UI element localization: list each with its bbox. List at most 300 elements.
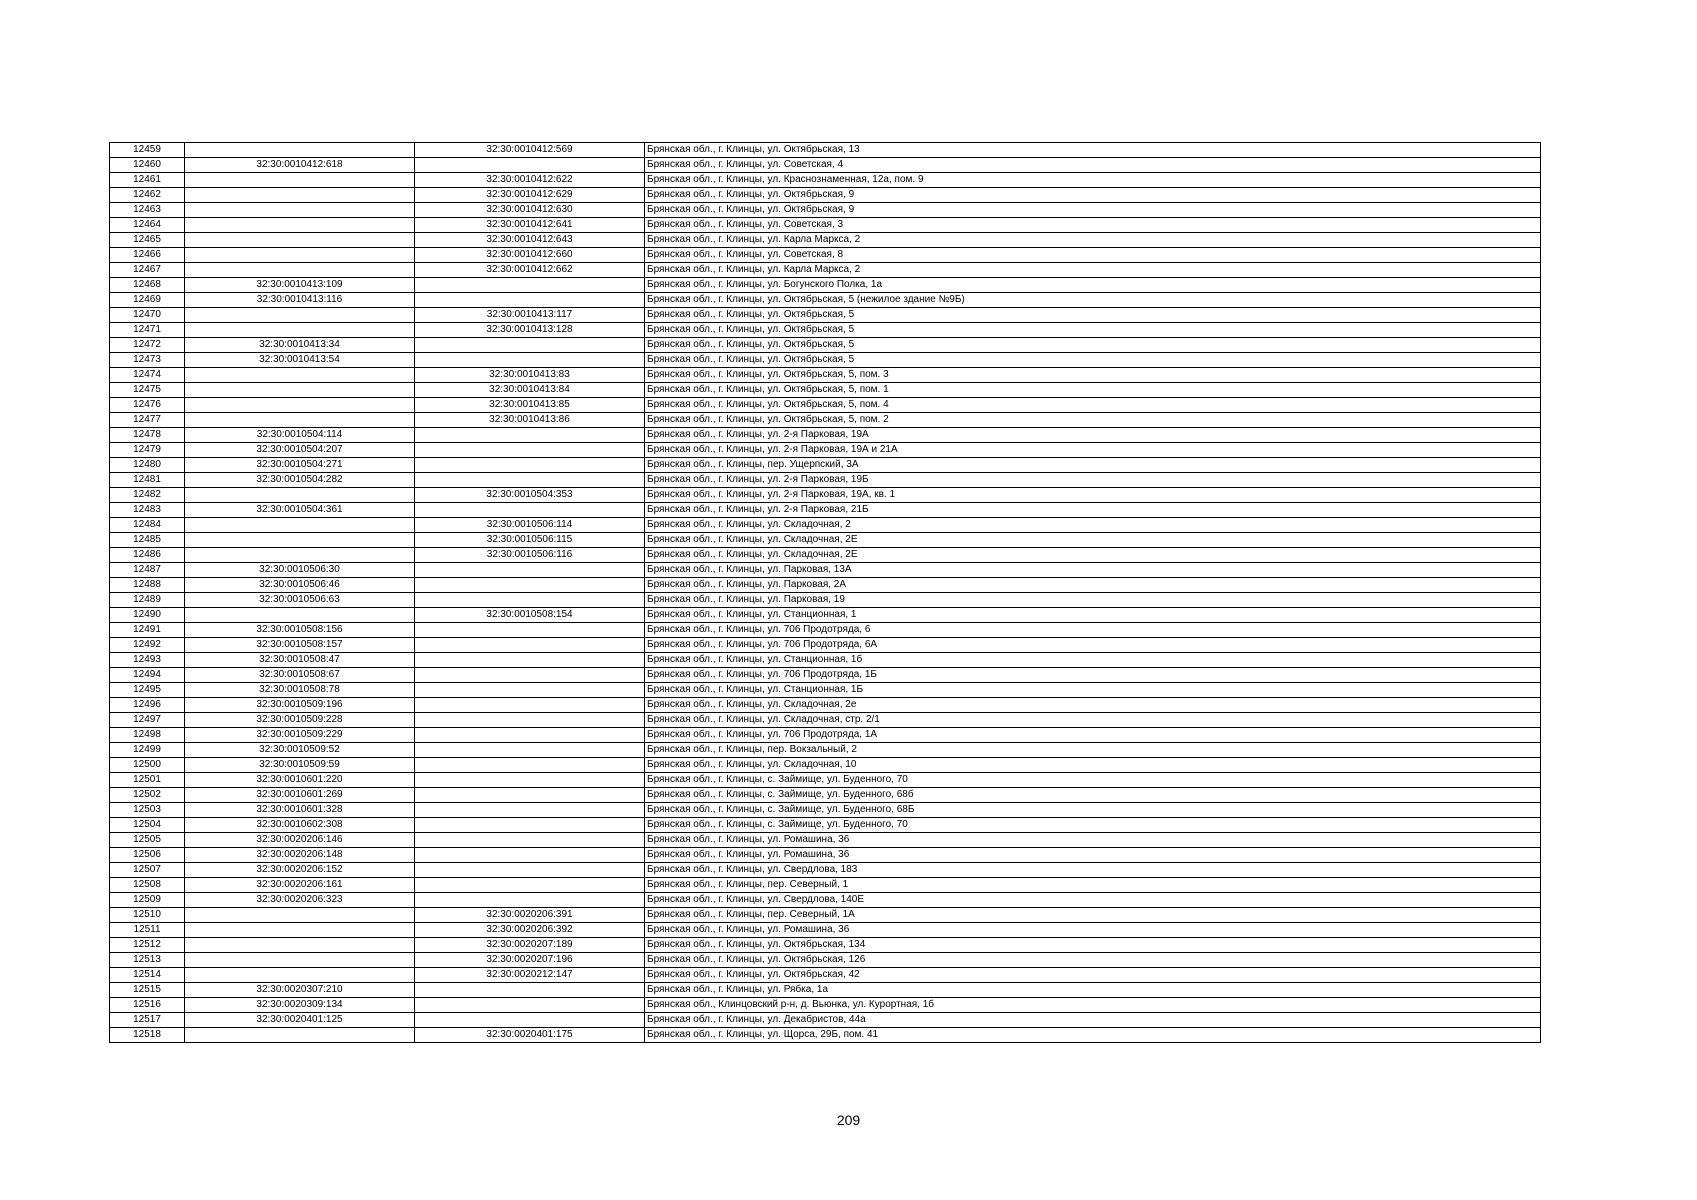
row-number-cell: 12493 — [110, 653, 185, 668]
row-number-cell: 12475 — [110, 383, 185, 398]
cadastral-number-alt-cell — [415, 353, 645, 368]
table-row — [110, 173, 1541, 188]
cadastral-number-alt-cell — [415, 1013, 645, 1028]
table-row — [110, 503, 1541, 518]
table-row — [110, 923, 1541, 938]
table-row — [110, 968, 1541, 983]
address-cell: Брянская обл., г. Клинцы, ул. Декабристов, 44а — [645, 1013, 1541, 1028]
cadastral-number-alt-cell — [415, 803, 645, 818]
row-number-cell: 12465 — [110, 233, 185, 248]
table-row — [110, 743, 1541, 758]
cadastral-number-cell: 32:30:0010508:156 — [185, 623, 415, 638]
address-cell: Брянская обл., г. Клинцы, с. Займище, ул. Буденного, 70 — [645, 773, 1541, 788]
table-row — [110, 263, 1541, 278]
address-cell: Брянская обл., г. Клинцы, ул. Октябрьская, 5 — [645, 308, 1541, 323]
cadastral-number-cell: 32:30:0020206:323 — [185, 893, 415, 908]
address-cell: Брянская обл., г. Клинцы, ул. 2-я Парковая, 19А и 21А — [645, 443, 1541, 458]
row-number-cell: 12504 — [110, 818, 185, 833]
cadastral-number-alt-cell — [415, 698, 645, 713]
cadastral-number-cell: 32:30:0010601:220 — [185, 773, 415, 788]
table-row — [110, 218, 1541, 233]
row-number-cell: 12490 — [110, 608, 185, 623]
table-row — [110, 728, 1541, 743]
cadastral-number-cell — [185, 188, 415, 203]
address-cell: Брянская обл., г. Клинцы, ул. Свердлова, 183 — [645, 863, 1541, 878]
table-row — [110, 293, 1541, 308]
row-number-cell: 12484 — [110, 518, 185, 533]
row-number-cell: 12487 — [110, 563, 185, 578]
row-number-cell: 12470 — [110, 308, 185, 323]
address-cell: Брянская обл., г. Клинцы, ул. Октябрьская, 5, пом. 2 — [645, 413, 1541, 428]
address-cell: Брянская обл., г. Клинцы, ул. Карла Маркса, 2 — [645, 263, 1541, 278]
address-cell: Брянская обл., г. Клинцы, ул. Складочная, 2Е — [645, 548, 1541, 563]
cadastral-number-alt-cell — [415, 773, 645, 788]
table-row — [110, 143, 1541, 158]
table-row — [110, 1028, 1541, 1043]
table-row — [110, 158, 1541, 173]
table-row — [110, 623, 1541, 638]
address-cell: Брянская обл., г. Клинцы, ул. Советская, 8 — [645, 248, 1541, 263]
row-number-cell: 12499 — [110, 743, 185, 758]
row-number-cell: 12512 — [110, 938, 185, 953]
row-number-cell: 12495 — [110, 683, 185, 698]
table-row — [110, 698, 1541, 713]
table-row — [110, 758, 1541, 773]
cadastral-number-alt-cell — [415, 593, 645, 608]
cadastral-number-cell: 32:30:0010509:228 — [185, 713, 415, 728]
cadastral-number-alt-cell: 32:30:0020207:189 — [415, 938, 645, 953]
address-cell: Брянская обл., г. Клинцы, ул. Парковая, 13А — [645, 563, 1541, 578]
address-cell: Брянская обл., г. Клинцы, ул. Октябрьская, 13 — [645, 143, 1541, 158]
address-cell: Брянская обл., г. Клинцы, ул. Станционная, 1б — [645, 653, 1541, 668]
cadastral-number-alt-cell: 32:30:0020207:196 — [415, 953, 645, 968]
cadastral-number-alt-cell — [415, 158, 645, 173]
row-number-cell: 12480 — [110, 458, 185, 473]
cadastral-number-cell — [185, 248, 415, 263]
cadastral-number-alt-cell — [415, 728, 645, 743]
table-row — [110, 473, 1541, 488]
row-number-cell: 12463 — [110, 203, 185, 218]
cadastral-number-cell: 32:30:0010504:207 — [185, 443, 415, 458]
row-number-cell: 12513 — [110, 953, 185, 968]
cadastral-number-alt-cell — [415, 758, 645, 773]
cadastral-number-alt-cell — [415, 473, 645, 488]
cadastral-number-cell — [185, 518, 415, 533]
address-cell: Брянская обл., г. Клинцы, ул. Советская, 4 — [645, 158, 1541, 173]
cadastral-number-cell — [185, 413, 415, 428]
address-cell: Брянская обл., г. Клинцы, пер. Ущерпский, 3А — [645, 458, 1541, 473]
address-cell: Брянская обл., г. Клинцы, ул. 706 Продотряда, 6А — [645, 638, 1541, 653]
address-cell: Брянская обл., г. Клинцы, ул. Октябрьская, 126 — [645, 953, 1541, 968]
row-number-cell: 12485 — [110, 533, 185, 548]
cadastral-number-cell: 32:30:0010504:361 — [185, 503, 415, 518]
row-number-cell: 12502 — [110, 788, 185, 803]
table-row — [110, 983, 1541, 998]
cadastral-number-cell — [185, 908, 415, 923]
row-number-cell: 12476 — [110, 398, 185, 413]
table-row — [110, 863, 1541, 878]
cadastral-number-alt-cell — [415, 893, 645, 908]
cadastral-number-alt-cell — [415, 278, 645, 293]
address-cell: Брянская обл., г. Клинцы, ул. Складочная, стр. 2/1 — [645, 713, 1541, 728]
cadastral-number-alt-cell — [415, 653, 645, 668]
cadastral-number-cell: 32:30:0010509:229 — [185, 728, 415, 743]
cadastral-number-alt-cell: 32:30:0020206:392 — [415, 923, 645, 938]
table-row — [110, 533, 1541, 548]
row-number-cell: 12460 — [110, 158, 185, 173]
row-number-cell: 12467 — [110, 263, 185, 278]
table-row — [110, 683, 1541, 698]
row-number-cell: 12516 — [110, 998, 185, 1013]
cadastral-number-alt-cell — [415, 623, 645, 638]
row-number-cell: 12466 — [110, 248, 185, 263]
cadastral-number-alt-cell — [415, 428, 645, 443]
cadastral-number-alt-cell — [415, 788, 645, 803]
cadastral-number-alt-cell: 32:30:0010412:660 — [415, 248, 645, 263]
cadastral-number-alt-cell — [415, 683, 645, 698]
table-row — [110, 563, 1541, 578]
address-cell: Брянская обл., г. Клинцы, с. Займище, ул. Буденного, 70 — [645, 818, 1541, 833]
cadastral-number-alt-cell: 32:30:0010413:83 — [415, 368, 645, 383]
table-row — [110, 1013, 1541, 1028]
cadastral-number-alt-cell: 32:30:0010413:85 — [415, 398, 645, 413]
cadastral-number-cell — [185, 398, 415, 413]
cadastral-number-cell: 32:30:0010508:157 — [185, 638, 415, 653]
cadastral-number-alt-cell: 32:30:0010506:114 — [415, 518, 645, 533]
cadastral-number-cell — [185, 488, 415, 503]
table-row — [110, 398, 1541, 413]
table-row — [110, 278, 1541, 293]
row-number-cell: 12494 — [110, 668, 185, 683]
cadastral-number-alt-cell — [415, 848, 645, 863]
address-cell: Брянская обл., г. Клинцы, ул. Октябрьская, 9 — [645, 203, 1541, 218]
cadastral-number-alt-cell — [415, 638, 645, 653]
address-cell: Брянская обл., г. Клинцы, ул. Октябрьская, 5, пом. 3 — [645, 368, 1541, 383]
cadastral-number-alt-cell — [415, 983, 645, 998]
cadastral-number-cell: 32:30:0010509:196 — [185, 698, 415, 713]
cadastral-number-cell — [185, 263, 415, 278]
cadastral-number-cell: 32:30:0010601:269 — [185, 788, 415, 803]
cadastral-number-alt-cell: 32:30:0020212:147 — [415, 968, 645, 983]
cadastral-number-alt-cell: 32:30:0010413:117 — [415, 308, 645, 323]
table-row — [110, 458, 1541, 473]
address-cell: Брянская обл., г. Клинцы, ул. Станционная, 1 — [645, 608, 1541, 623]
cadastral-number-cell — [185, 383, 415, 398]
cadastral-number-alt-cell: 32:30:0010412:641 — [415, 218, 645, 233]
cadastral-number-alt-cell — [415, 878, 645, 893]
row-number-cell: 12462 — [110, 188, 185, 203]
address-cell: Брянская обл., г. Клинцы, пер. Северный, 1 — [645, 878, 1541, 893]
cadastral-number-cell — [185, 608, 415, 623]
table-row — [110, 443, 1541, 458]
cadastral-number-cell: 32:30:0010602:308 — [185, 818, 415, 833]
table-row — [110, 353, 1541, 368]
address-cell: Брянская обл., г. Клинцы, ул. Парковая, 2А — [645, 578, 1541, 593]
address-cell: Брянская обл., г. Клинцы, ул. 2-я Парковая, 19А — [645, 428, 1541, 443]
cadastral-number-alt-cell — [415, 578, 645, 593]
address-cell: Брянская обл., г. Клинцы, ул. Октябрьская, 5, пом. 1 — [645, 383, 1541, 398]
cadastral-number-alt-cell: 32:30:0010412:629 — [415, 188, 645, 203]
records-table — [109, 142, 1541, 1043]
address-cell: Брянская обл., г. Клинцы, ул. Рябка, 1а — [645, 983, 1541, 998]
cadastral-number-cell: 32:30:0010508:47 — [185, 653, 415, 668]
address-cell: Брянская обл., г. Клинцы, ул. Ромашина, 36 — [645, 923, 1541, 938]
cadastral-number-cell: 32:30:0020206:148 — [185, 848, 415, 863]
row-number-cell: 12488 — [110, 578, 185, 593]
cadastral-number-alt-cell — [415, 818, 645, 833]
cadastral-number-alt-cell: 32:30:0010506:115 — [415, 533, 645, 548]
row-number-cell: 12459 — [110, 143, 185, 158]
address-cell: Брянская обл., г. Клинцы, ул. Парковая, 19 — [645, 593, 1541, 608]
table-row — [110, 653, 1541, 668]
table-row — [110, 638, 1541, 653]
table-row — [110, 788, 1541, 803]
table-row — [110, 203, 1541, 218]
cadastral-number-cell: 32:30:0010601:328 — [185, 803, 415, 818]
address-cell: Брянская обл., г. Клинцы, ул. Октябрьская, 5 — [645, 323, 1541, 338]
row-number-cell: 12510 — [110, 908, 185, 923]
cadastral-number-cell — [185, 218, 415, 233]
address-cell: Брянская обл., г. Клинцы, ул. Ромашина, 36 — [645, 848, 1541, 863]
cadastral-number-cell: 32:30:0010504:282 — [185, 473, 415, 488]
address-cell: Брянская обл., г. Клинцы, ул. 706 Продотряда, 1Б — [645, 668, 1541, 683]
cadastral-number-cell: 32:30:0010509:59 — [185, 758, 415, 773]
page-number: 209 — [836, 1112, 861, 1128]
table-row — [110, 608, 1541, 623]
cadastral-number-alt-cell — [415, 293, 645, 308]
cadastral-number-alt-cell — [415, 833, 645, 848]
row-number-cell: 12464 — [110, 218, 185, 233]
cadastral-number-cell: 32:30:0010509:52 — [185, 743, 415, 758]
table-row — [110, 233, 1541, 248]
row-number-cell: 12461 — [110, 173, 185, 188]
row-number-cell: 12503 — [110, 803, 185, 818]
cadastral-number-cell — [185, 953, 415, 968]
table-row — [110, 548, 1541, 563]
cadastral-number-cell — [185, 533, 415, 548]
row-number-cell: 12515 — [110, 983, 185, 998]
address-cell: Брянская обл., г. Клинцы, ул. 2-я Парковая, 19Б — [645, 473, 1541, 488]
row-number-cell: 12508 — [110, 878, 185, 893]
table-row — [110, 833, 1541, 848]
cadastral-number-cell: 32:30:0020206:161 — [185, 878, 415, 893]
row-number-cell: 12474 — [110, 368, 185, 383]
cadastral-number-cell: 32:30:0020206:152 — [185, 863, 415, 878]
address-cell: Брянская обл., г. Клинцы, с. Займище, ул. Буденного, 68Б — [645, 803, 1541, 818]
row-number-cell: 12509 — [110, 893, 185, 908]
table-row — [110, 593, 1541, 608]
address-cell: Брянская обл., г. Клинцы, ул. Складочная, 10 — [645, 758, 1541, 773]
address-cell: Брянская обл., г. Клинцы, ул. Октябрьская, 5, пом. 4 — [645, 398, 1541, 413]
cadastral-number-cell: 32:30:0010508:78 — [185, 683, 415, 698]
address-cell: Брянская обл., г. Клинцы, ул. Карла Маркса, 2 — [645, 233, 1541, 248]
table-row — [110, 803, 1541, 818]
table-row — [110, 383, 1541, 398]
row-number-cell: 12497 — [110, 713, 185, 728]
table-row — [110, 668, 1541, 683]
address-cell: Брянская обл., г. Клинцы, ул. Советская, 3 — [645, 218, 1541, 233]
cadastral-number-cell: 32:30:0020206:146 — [185, 833, 415, 848]
table-row — [110, 848, 1541, 863]
cadastral-number-alt-cell — [415, 563, 645, 578]
row-number-cell: 12479 — [110, 443, 185, 458]
address-cell: Брянская обл., г. Клинцы, ул. Октябрьская, 5 — [645, 338, 1541, 353]
cadastral-number-cell — [185, 308, 415, 323]
cadastral-number-cell: 32:30:0010506:46 — [185, 578, 415, 593]
cadastral-number-cell: 32:30:0010413:116 — [185, 293, 415, 308]
row-number-cell: 12514 — [110, 968, 185, 983]
cadastral-number-cell: 32:30:0010508:67 — [185, 668, 415, 683]
cadastral-number-alt-cell: 32:30:0010413:128 — [415, 323, 645, 338]
row-number-cell: 12505 — [110, 833, 185, 848]
cadastral-number-cell: 32:30:0010506:30 — [185, 563, 415, 578]
address-cell: Брянская обл., г. Клинцы, ул. Октябрьская, 9 — [645, 188, 1541, 203]
table-row — [110, 488, 1541, 503]
address-cell: Брянская обл., г. Клинцы, ул. 706 Продотряда, 1А — [645, 728, 1541, 743]
row-number-cell: 12496 — [110, 698, 185, 713]
row-number-cell: 12492 — [110, 638, 185, 653]
address-cell: Брянская обл., г. Клинцы, ул. Октябрьская, 5 — [645, 353, 1541, 368]
row-number-cell: 12517 — [110, 1013, 185, 1028]
table-row — [110, 998, 1541, 1013]
cadastral-number-alt-cell: 32:30:0010504:353 — [415, 488, 645, 503]
row-number-cell: 12477 — [110, 413, 185, 428]
cadastral-number-alt-cell: 32:30:0010412:630 — [415, 203, 645, 218]
address-cell: Брянская обл., г. Клинцы, ул. Октябрьская, 134 — [645, 938, 1541, 953]
row-number-cell: 12482 — [110, 488, 185, 503]
cadastral-number-cell: 32:30:0010504:271 — [185, 458, 415, 473]
row-number-cell: 12473 — [110, 353, 185, 368]
cadastral-number-alt-cell: 32:30:0010413:84 — [415, 383, 645, 398]
cadastral-number-alt-cell: 32:30:0010506:116 — [415, 548, 645, 563]
cadastral-number-cell: 32:30:0020401:125 — [185, 1013, 415, 1028]
address-cell: Брянская обл., г. Клинцы, ул. Богунского Полка, 1а — [645, 278, 1541, 293]
address-cell: Брянская обл., г. Клинцы, ул. Ромашина, 36 — [645, 833, 1541, 848]
address-cell: Брянская обл., г. Клинцы, ул. 2-я Парковая, 21Б — [645, 503, 1541, 518]
table-row — [110, 188, 1541, 203]
address-cell: Брянская обл., г. Клинцы, ул. Щорса, 29Б, пом. 41 — [645, 1028, 1541, 1043]
cadastral-number-cell — [185, 143, 415, 158]
cadastral-number-cell: 32:30:0010506:63 — [185, 593, 415, 608]
table-row — [110, 518, 1541, 533]
address-cell: Брянская обл., г. Клинцы, с. Займище, ул. Буденного, 68б — [645, 788, 1541, 803]
cadastral-number-cell: 32:30:0010413:34 — [185, 338, 415, 353]
table-row — [110, 938, 1541, 953]
cadastral-number-cell: 32:30:0010412:618 — [185, 158, 415, 173]
address-cell: Брянская обл., г. Клинцы, ул. Складочная, 2 — [645, 518, 1541, 533]
cadastral-number-alt-cell: 32:30:0020206:391 — [415, 908, 645, 923]
table-row — [110, 878, 1541, 893]
row-number-cell: 12498 — [110, 728, 185, 743]
address-cell: Брянская обл., г. Клинцы, ул. Складочная, 2е — [645, 698, 1541, 713]
cadastral-number-alt-cell — [415, 713, 645, 728]
address-cell: Брянская обл., г. Клинцы, ул. Октябрьская, 5 (нежилое здание №9Б) — [645, 293, 1541, 308]
table-row — [110, 953, 1541, 968]
cadastral-number-alt-cell — [415, 443, 645, 458]
cadastral-number-alt-cell — [415, 863, 645, 878]
table-row — [110, 818, 1541, 833]
row-number-cell: 12507 — [110, 863, 185, 878]
row-number-cell: 12500 — [110, 758, 185, 773]
cadastral-number-alt-cell — [415, 503, 645, 518]
cadastral-number-cell: 32:30:0010504:114 — [185, 428, 415, 443]
cadastral-number-cell — [185, 938, 415, 953]
cadastral-number-cell — [185, 368, 415, 383]
address-cell: Брянская обл., г. Клинцы, пер. Вокзальный, 2 — [645, 743, 1541, 758]
table-row — [110, 368, 1541, 383]
row-number-cell: 12491 — [110, 623, 185, 638]
row-number-cell: 12511 — [110, 923, 185, 938]
row-number-cell: 12471 — [110, 323, 185, 338]
row-number-cell: 12478 — [110, 428, 185, 443]
address-cell: Брянская обл., г. Клинцы, ул. Свердлова, 140Е — [645, 893, 1541, 908]
table-row — [110, 338, 1541, 353]
row-number-cell: 12483 — [110, 503, 185, 518]
row-number-cell: 12518 — [110, 1028, 185, 1043]
address-cell: Брянская обл., г. Клинцы, ул. 706 Продотряда, 6 — [645, 623, 1541, 638]
cadastral-number-cell — [185, 173, 415, 188]
cadastral-number-cell: 32:30:0010413:54 — [185, 353, 415, 368]
cadastral-number-alt-cell: 32:30:0010413:86 — [415, 413, 645, 428]
table-row — [110, 713, 1541, 728]
table-row — [110, 578, 1541, 593]
table-row — [110, 308, 1541, 323]
cadastral-number-alt-cell — [415, 668, 645, 683]
cadastral-number-alt-cell — [415, 998, 645, 1013]
table-row — [110, 908, 1541, 923]
cadastral-number-cell: 32:30:0020309:134 — [185, 998, 415, 1013]
cadastral-number-alt-cell: 32:30:0020401:175 — [415, 1028, 645, 1043]
row-number-cell: 12501 — [110, 773, 185, 788]
row-number-cell: 12469 — [110, 293, 185, 308]
address-cell: Брянская обл., г. Клинцы, ул. Октябрьская, 42 — [645, 968, 1541, 983]
cadastral-number-alt-cell: 32:30:0010412:643 — [415, 233, 645, 248]
cadastral-number-cell — [185, 923, 415, 938]
cadastral-number-alt-cell: 32:30:0010412:569 — [415, 143, 645, 158]
address-cell: Брянская обл., г. Клинцы, ул. Краснознаменная, 12а, пом. 9 — [645, 173, 1541, 188]
cadastral-number-alt-cell: 32:30:0010412:662 — [415, 263, 645, 278]
table-row — [110, 428, 1541, 443]
table-row — [110, 893, 1541, 908]
table-row — [110, 323, 1541, 338]
address-cell: Брянская обл., Клинцовский р-н, д. Вьюнка, ул. Курортная, 1б — [645, 998, 1541, 1013]
cadastral-number-alt-cell: 32:30:0010508:154 — [415, 608, 645, 623]
cadastral-number-cell: 32:30:0010413:109 — [185, 278, 415, 293]
address-cell: Брянская обл., г. Клинцы, пер. Северный, 1А — [645, 908, 1541, 923]
address-cell: Брянская обл., г. Клинцы, ул. 2-я Парковая, 19А, кв. 1 — [645, 488, 1541, 503]
cadastral-number-cell — [185, 968, 415, 983]
cadastral-number-cell — [185, 233, 415, 248]
address-cell: Брянская обл., г. Клинцы, ул. Складочная, 2Е — [645, 533, 1541, 548]
table-row — [110, 413, 1541, 428]
cadastral-number-cell: 32:30:0020307:210 — [185, 983, 415, 998]
records-table-body — [110, 143, 1541, 1043]
cadastral-number-alt-cell — [415, 743, 645, 758]
row-number-cell: 12472 — [110, 338, 185, 353]
cadastral-number-cell — [185, 323, 415, 338]
cadastral-number-cell — [185, 203, 415, 218]
address-cell: Брянская обл., г. Клинцы, ул. Станционная, 1Б — [645, 683, 1541, 698]
cadastral-number-alt-cell — [415, 338, 645, 353]
row-number-cell: 12468 — [110, 278, 185, 293]
cadastral-number-alt-cell: 32:30:0010412:622 — [415, 173, 645, 188]
table-row — [110, 248, 1541, 263]
row-number-cell: 12489 — [110, 593, 185, 608]
cadastral-number-cell — [185, 548, 415, 563]
row-number-cell: 12506 — [110, 848, 185, 863]
table-row — [110, 773, 1541, 788]
cadastral-number-cell — [185, 1028, 415, 1043]
